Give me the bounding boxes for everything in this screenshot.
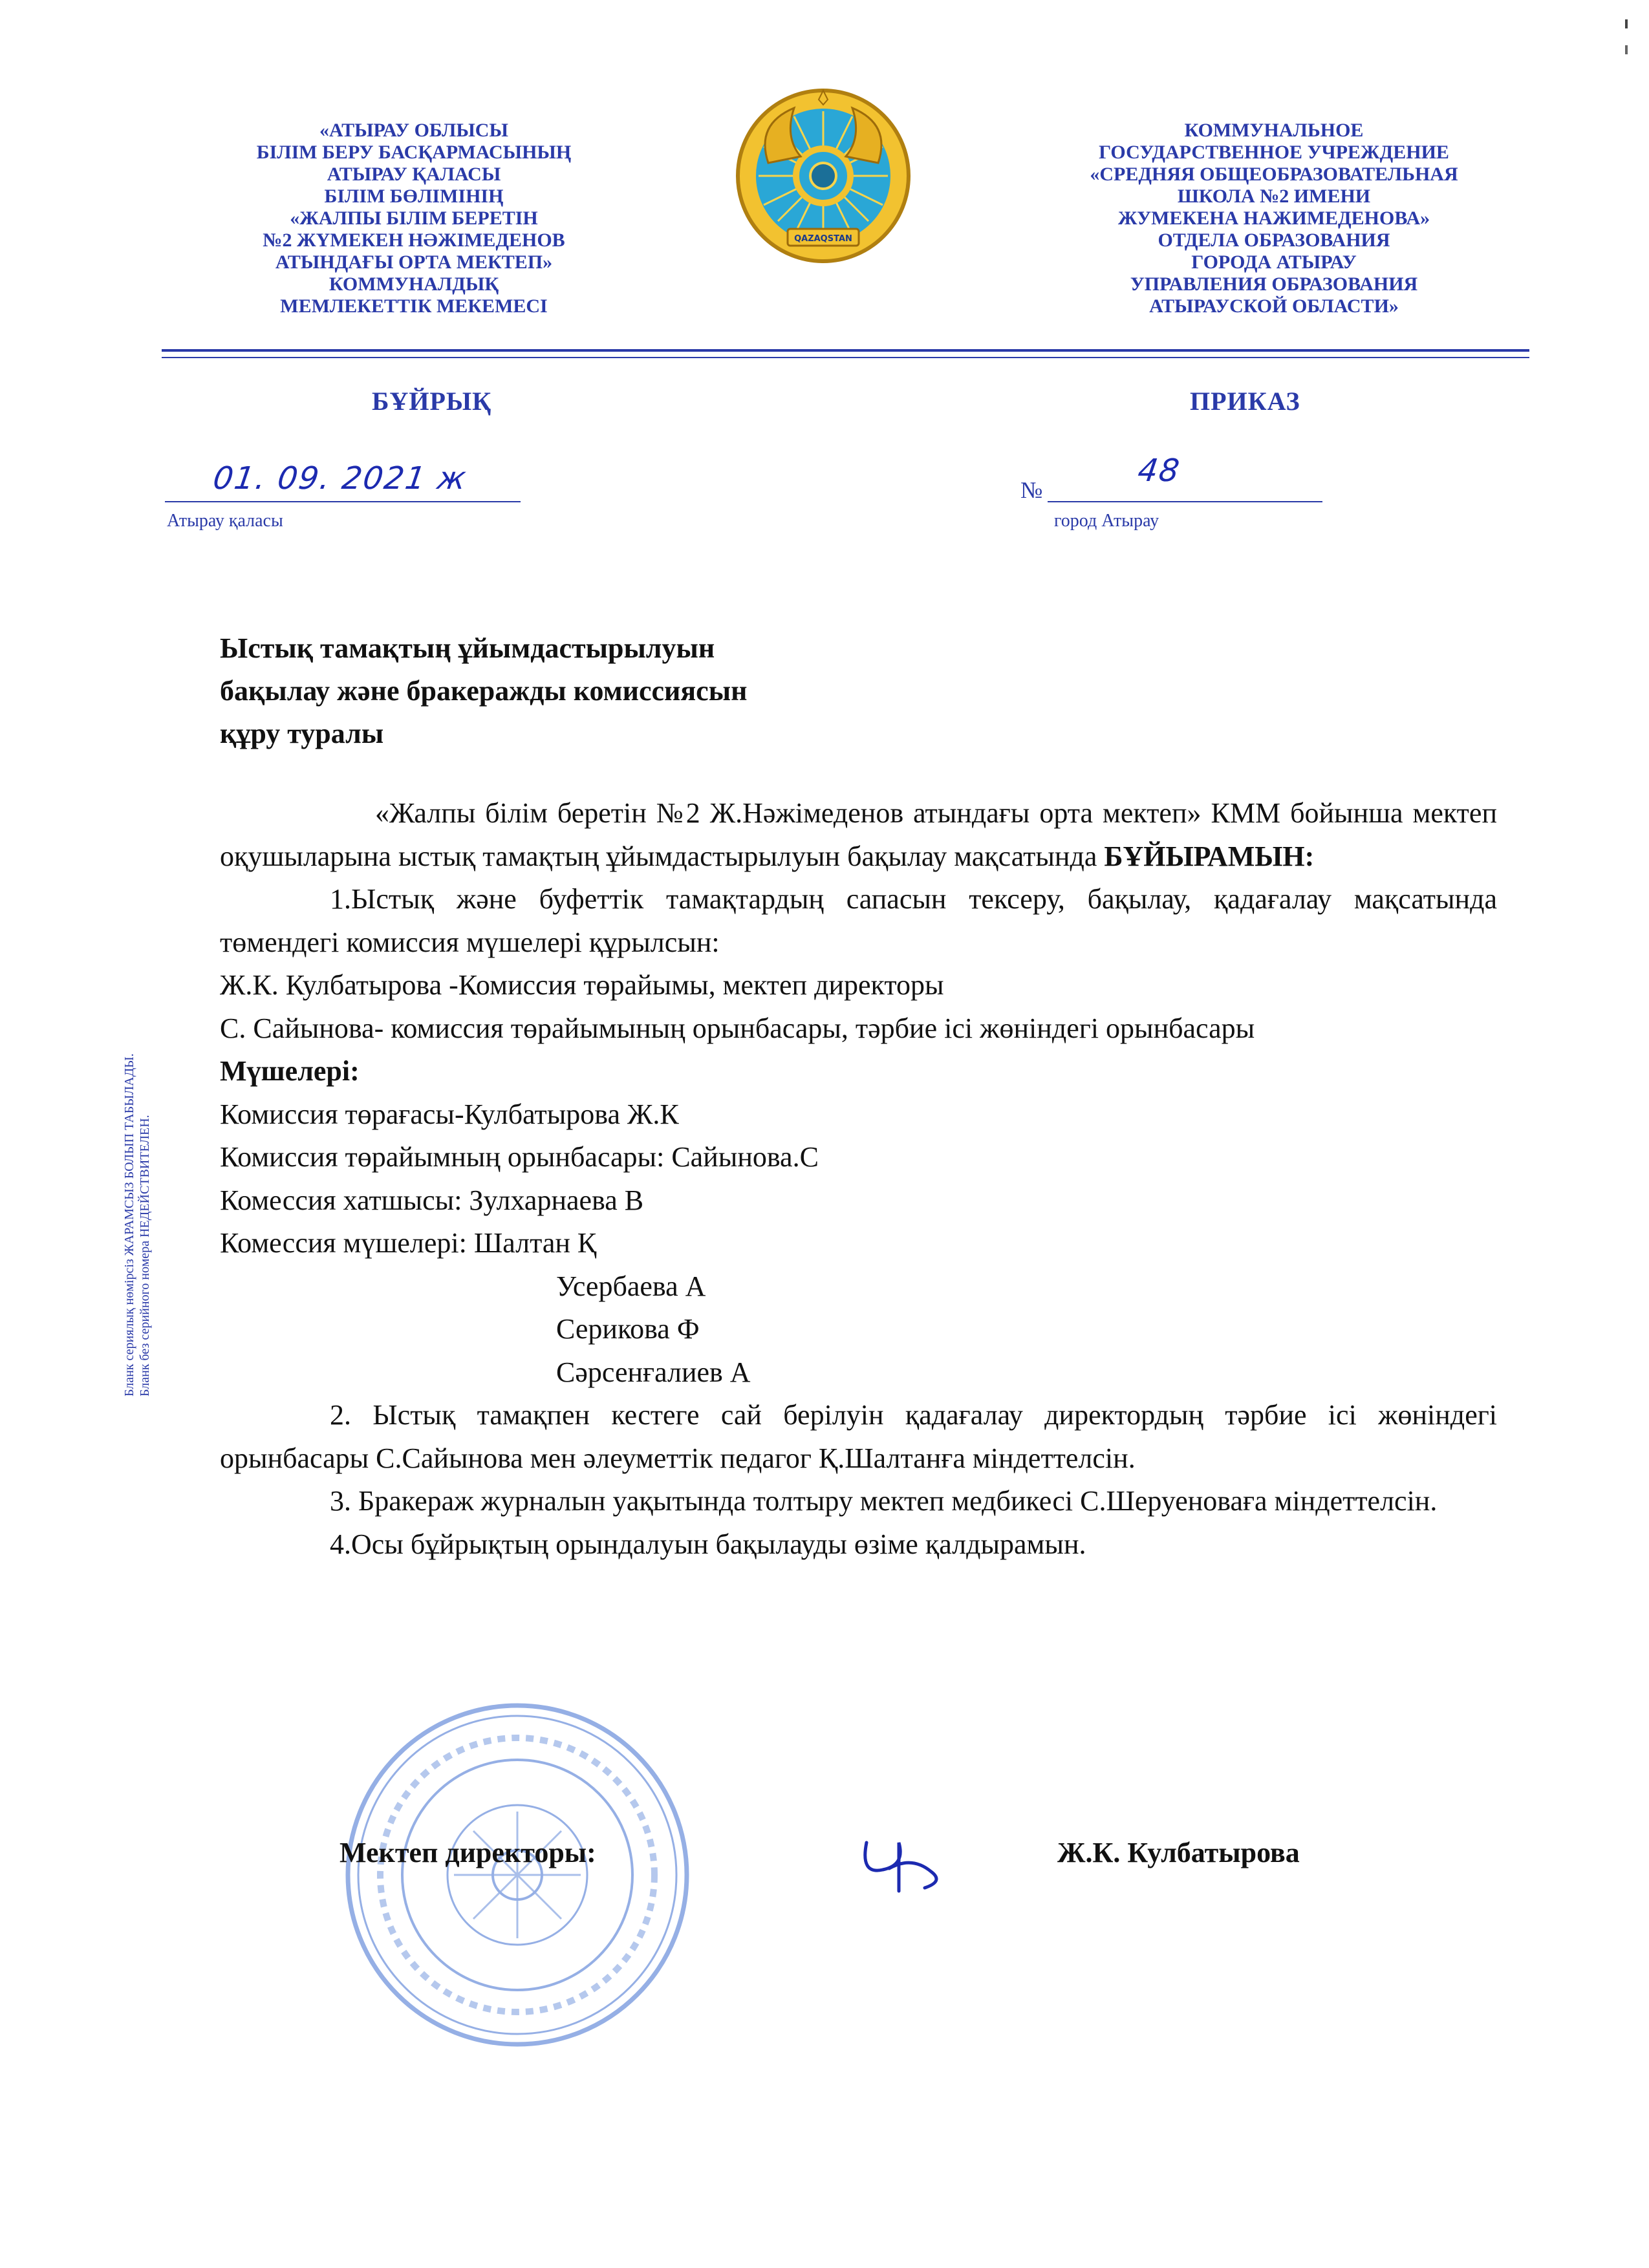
letterhead-russian — [1015, 120, 1533, 317]
title-line: Ыстық тамақтың ұйымдастырылуын — [220, 632, 715, 664]
handwritten-date: 01. 09. 2021 ж — [211, 460, 469, 497]
letterhead-line: ГОСУДАРСТВЕННОЕ УЧРЕЖДЕНИЕ — [1099, 142, 1449, 163]
member-line: Сәрсенғалиев А — [556, 1356, 751, 1388]
signatory-position: Мектеп директоры: — [339, 1837, 596, 1868]
letterhead-line: КОММУНАЛДЫҚ — [329, 273, 499, 295]
letterhead-line: «СРЕДНЯЯ ОБЩЕОБРАЗОВАТЕЛЬНАЯ — [1090, 164, 1458, 185]
header-divider-thin — [162, 357, 1529, 358]
member-line: Комиссия төрағасы-Кулбатырова Ж.К — [220, 1098, 679, 1130]
handwritten-signature — [854, 1830, 957, 1901]
date-underline — [165, 501, 521, 502]
order-title — [220, 627, 996, 755]
order-body — [220, 792, 1497, 1566]
member-line: Серикова Ф — [556, 1313, 700, 1345]
number-underline — [1048, 501, 1322, 502]
member-line: Комессия хатшысы: Зулхарнаева В — [220, 1184, 644, 1216]
members-heading: Мүшелері: — [220, 1055, 360, 1087]
emblem-label: QAZAQSTAN — [794, 234, 852, 244]
letterhead-line: АТЫРАУ ҚАЛАСЫ — [327, 164, 501, 185]
item-1: 1.Ыстық және буфеттік тамақтардың сапасын тексеру, бақылау, қадағалау мақсатында төмендегі комиссия мүшелері құрылсын: — [220, 883, 1497, 958]
header-divider — [162, 349, 1529, 352]
letterhead-line: УПРАВЛЕНИЯ ОБРАЗОВАНИЯ — [1130, 273, 1418, 295]
scan-edge-mark — [1620, 19, 1633, 58]
blank-serial-note — [122, 1053, 153, 1396]
official-stamp — [336, 1694, 698, 2056]
side-note-line: Бланк без серийного номера НЕДЕЙСТВИТЕЛЕН. — [138, 1115, 152, 1396]
letterhead-line: БІЛІМ БЕРУ БАСҚАРМАСЫНЫҢ — [256, 142, 572, 163]
deputy-line: С. Сайынова- комиссия төрайымының орынбасары, тәрбие ісі жөніндегі орынбасары — [220, 1012, 1255, 1044]
letterhead-line: МЕМЛЕКЕТТІК МЕКЕМЕСІ — [280, 295, 548, 317]
letterhead-line: КОММУНАЛЬНОЕ — [1184, 120, 1364, 141]
doc-type-russian: ПРИКАЗ — [1190, 387, 1300, 416]
intro-text: «Жалпы білім беретін №2 Ж.Нәжімеденов атындағы орта мектеп» КММ бойынша мектеп оқушыларына ыстық тамақтың ұйымдастырылуын бақылау мақсатында — [220, 797, 1497, 872]
letterhead-line: ГОРОДА АТЫРАУ — [1191, 251, 1357, 273]
chair-line: Ж.К. Кулбатырова -Комиссия төрайымы, мектеп директоры — [220, 969, 944, 1001]
handwritten-number: 48 — [1136, 453, 1183, 489]
item-3: 3. Бракераж журналын уақытында толтыру мектеп медбикесі С.Шеруеновағa міндеттелсін. — [330, 1485, 1438, 1517]
item-2: 2. Ыстық тамақпен кестеге сай берілуін қадағалау директордың тәрбие ісі жөніндегі орынбасары С.Сайынова мен әлеуметтік педагог Қ.Шалтанға міндеттелсін. — [220, 1399, 1497, 1474]
title-line: құру туралы — [220, 718, 384, 749]
city-russian: город Атырау — [1054, 511, 1159, 531]
city-kazakh: Атырау қаласы — [167, 511, 283, 531]
state-emblem-icon — [729, 85, 917, 270]
letterhead-kazakh — [213, 120, 614, 317]
item-4: 4.Осы бұйрықтың орындалуын бақылауды өзіме қалдырамын. — [330, 1528, 1086, 1560]
letterhead-line: ШКОЛА №2 ИМЕНИ — [1177, 186, 1371, 207]
letterhead-line: АТЫНДАҒЫ ОРТА МЕКТЕП» — [275, 251, 553, 273]
member-line: Комессия мүшелері: Шалтан Қ — [220, 1227, 597, 1259]
signatory-name: Ж.К. Кулбатырова — [1057, 1837, 1300, 1868]
letterhead-line: АТЫРАУСКОЙ ОБЛАСТИ» — [1149, 295, 1399, 317]
side-note-line: Бланк сериялық нөмірсіз ЖАРАМСЫЗ БОЛЫП ТАБЫЛАДЫ. — [122, 1053, 136, 1396]
letterhead-line: ЖУМЕКЕНА НАЖИМЕДЕНОВА» — [1117, 208, 1430, 229]
number-sign: № — [1020, 477, 1043, 503]
letterhead-line: «АТЫРАУ ОБЛЫСЫ — [319, 120, 508, 141]
intro-paragraph — [220, 792, 1497, 878]
member-line: Усербаева А — [556, 1270, 706, 1302]
letterhead-line: ОТДЕЛА ОБРАЗОВАНИЯ — [1158, 230, 1390, 251]
title-line: бақылау және бракеражды комиссиясын — [220, 675, 748, 707]
member-line: Комиссия төрайымның орынбасары: Сайынова.С — [220, 1141, 819, 1173]
order-word: БҰЙЫРАМЫН: — [1104, 840, 1315, 872]
letterhead-line: №2 ЖҮМЕКЕН НӘЖІМЕДЕНОВ — [263, 230, 565, 251]
letterhead-line: «ЖАЛПЫ БІЛІМ БЕРЕТІН — [290, 208, 538, 229]
letterhead-line: БІЛІМ БӨЛІМІНІҢ — [324, 186, 504, 207]
doc-type-kazakh: БҰЙРЫҚ — [372, 387, 492, 416]
